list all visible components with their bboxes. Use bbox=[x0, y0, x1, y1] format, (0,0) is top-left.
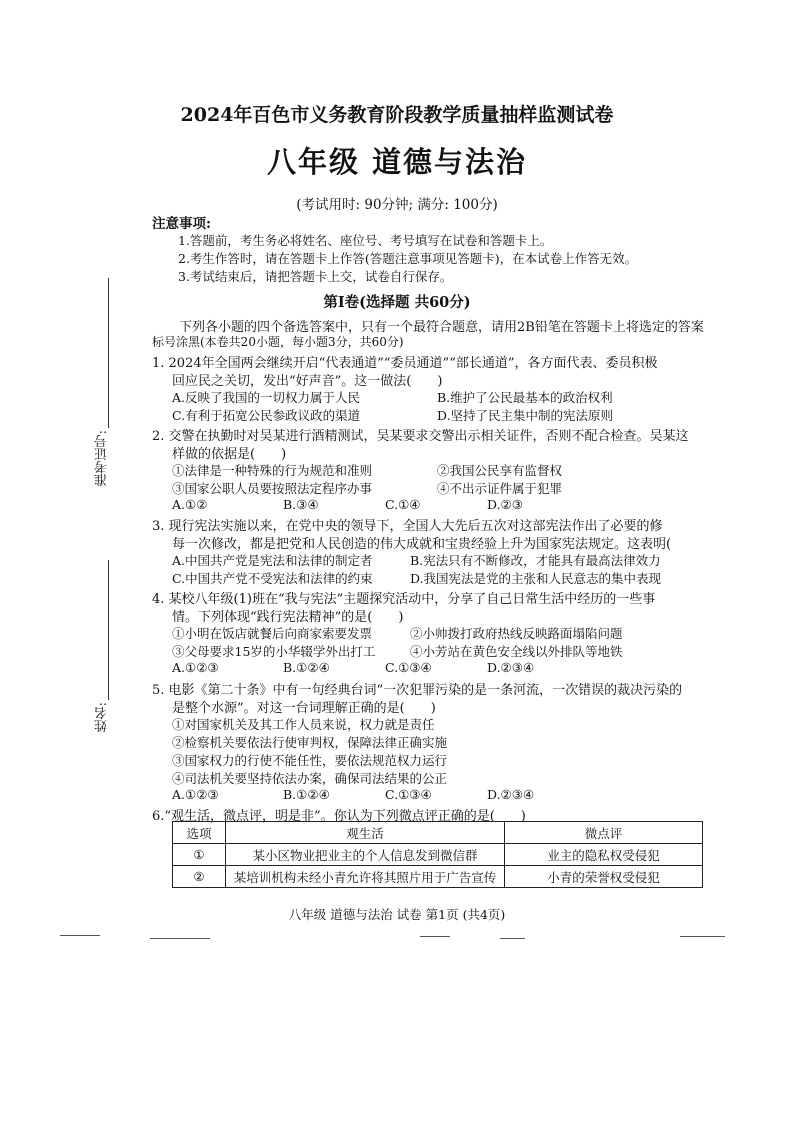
scan-mark bbox=[60, 935, 100, 936]
q2-stem-line2: 样做的依据是( ) bbox=[172, 447, 287, 462]
q2-option-c: C.①④ bbox=[385, 497, 421, 512]
q2-stem-line1: 2. 交警在执勤时对吴某进行酒精测试，吴某要求交警出示相关证件，否则不配合检查。吴某这 bbox=[152, 429, 689, 444]
table-header-cell: 选项 bbox=[173, 822, 226, 844]
table-cell: ① bbox=[173, 844, 226, 866]
q5-statement-1: ①对国家机关及其工作人员来说，权力就是责任 bbox=[172, 717, 435, 732]
q4-option-a: A.①②③ bbox=[172, 660, 219, 675]
notice-item-1: 1.答题前，考生务必将姓名、座位号、考号填写在试卷和答题卡上。 bbox=[178, 233, 553, 248]
q3-option-d: D.我国宪法是党的主张和人民意志的集中表现 bbox=[410, 571, 662, 586]
q3-stem-line2: 每一次修改，都是把党和人民创造的伟大成就和宝贵经验上升为国家宪法规定。这表明( bbox=[172, 537, 672, 552]
q1-option-b: B.维护了公民最基本的政治权利 bbox=[437, 390, 613, 405]
name-line bbox=[108, 560, 109, 700]
q4-option-d: D.②③④ bbox=[487, 660, 535, 675]
q5-statement-2: ②检察机关要依法行使审判权，保障法律正确实施 bbox=[172, 735, 448, 750]
q4-stem-line2: 情。下列体现“践行宪法精神”的是( ) bbox=[172, 610, 404, 625]
scan-mark bbox=[420, 936, 450, 937]
notice-heading: 注意事项: bbox=[152, 216, 211, 232]
subject-title: 八年级 道德与法治 bbox=[266, 145, 528, 179]
q1-option-c: C.有利于拓宽公民参政议政的渠道 bbox=[172, 408, 361, 423]
q5-statement-4: ④司法机关要坚持依法办案，确保司法结果的公正 bbox=[172, 771, 448, 786]
q2-statement-4: ④不出示证件属于犯罪 bbox=[437, 481, 563, 496]
q4-statement-2: ②小帅拨打政府热线反映路面塌陷问题 bbox=[410, 626, 623, 641]
table-row bbox=[173, 844, 703, 866]
q6-stem: 6.“观生活，微点评，明是非”。你认为下列微点评正确的是( ) bbox=[152, 809, 526, 824]
q5-option-b: B.①②④ bbox=[283, 787, 330, 802]
scan-mark bbox=[150, 938, 210, 939]
table-cell: 某小区物业把业主的个人信息发到微信群 bbox=[226, 844, 505, 866]
q3-stem-line1: 3. 现行宪法实施以来，在党中央的领导下，全国人大先后五次对这部宪法作出了必要的修 bbox=[152, 519, 663, 534]
q2-option-b: B.③④ bbox=[283, 497, 319, 512]
q1-stem-line1: 1. 2024年全国两会继续开启“代表通道”“委员通道”“部长通道”，各方面代表、委员积极 bbox=[152, 356, 658, 371]
q5-statement-3: ③国家权力的行使不能任性，要依法规范权力运行 bbox=[172, 753, 448, 768]
q5-option-c: C.①③④ bbox=[385, 787, 432, 802]
table-header-row bbox=[173, 822, 703, 844]
q2-option-d: D.②③ bbox=[487, 497, 523, 512]
q4-option-b: B.①②④ bbox=[283, 660, 330, 675]
exam-info: (考试用时: 90分钟; 满分: 100分) bbox=[296, 197, 498, 213]
scan-mark bbox=[680, 936, 725, 937]
name-label: 姓名: bbox=[95, 702, 110, 733]
part1-intro-line2: 标号涂黑(本卷共20小题，每小题3分，共60分) bbox=[152, 335, 404, 349]
part1-intro-line1: 下列各小题的四个备选答案中，只有一个最符合题意，请用2B铅笔在答题卡上将选定的答案 bbox=[179, 320, 704, 335]
table-header-cell: 微点评 bbox=[505, 822, 703, 844]
page-footer: 八年级 道德与法治 试卷 第1页 (共4页) bbox=[288, 907, 506, 922]
q1-option-a: A.反映了我国的一切权力属于人民 bbox=[172, 390, 361, 405]
table-cell: ② bbox=[173, 866, 226, 888]
exam-title: 2024年百色市义务教育阶段教学质量抽样监测试卷 bbox=[180, 104, 614, 126]
table-cell: 业主的隐私权受侵犯 bbox=[505, 844, 703, 866]
exam-number-label: 准考证号: bbox=[95, 430, 110, 487]
q5-option-d: D.②③④ bbox=[487, 787, 535, 802]
q6-table bbox=[172, 821, 703, 888]
notice-item-3: 3.考试结束后，请把答题卡上交，试卷自行保存。 bbox=[178, 269, 453, 284]
q5-stem-line1: 5. 电影《第二十条》中有一句经典台词“一次犯罪污染的是一条河流，一次错误的裁决污染的 bbox=[152, 683, 683, 698]
q1-option-d: D.坚持了民主集中制的宪法原则 bbox=[437, 408, 614, 423]
q4-statement-3: ③父母要求15岁的小华辍学外出打工 bbox=[172, 644, 376, 659]
table-cell: 某培训机构未经小青允许将其照片用于广告宣传 bbox=[226, 866, 505, 888]
q5-stem-line2: 是整个水源”。对这一台词理解正确的是( ) bbox=[172, 701, 436, 716]
table-header-cell: 观生活 bbox=[226, 822, 505, 844]
q3-option-c: C.中国共产党不受宪法和法律的约束 bbox=[172, 571, 373, 586]
q2-statement-3: ③国家公职人员要按照法定程序办事 bbox=[172, 481, 373, 496]
notice-item-2: 2.考生作答时，请在答题卡上作答(答题注意事项见答题卡)，在本试卷上作答无效。 bbox=[178, 251, 638, 266]
q2-statement-1: ①法律是一种特殊的行为规范和准则 bbox=[172, 463, 373, 478]
q5-option-a: A.①②③ bbox=[172, 787, 219, 802]
table-row bbox=[173, 866, 703, 888]
q4-statement-4: ④小芳站在黄色安全线以外排队等地铁 bbox=[410, 644, 623, 659]
q4-option-c: C.①③④ bbox=[385, 660, 432, 675]
q2-statement-2: ②我国公民享有监督权 bbox=[437, 463, 563, 478]
q4-statement-1: ①小明在饭店就餐后向商家索要发票 bbox=[172, 626, 373, 641]
q2-option-a: A.①② bbox=[172, 497, 208, 512]
q4-stem-line1: 4. 某校八年级(1)班在“我与宪法”主题探究活动中，分享了自己日常生活中经历的一些事 bbox=[152, 592, 656, 607]
part1-heading: 第Ⅰ卷(选择题 共60分) bbox=[323, 294, 471, 311]
table-cell: 小青的荣誉权受侵犯 bbox=[505, 866, 703, 888]
q3-option-b: B.宪法只有不断修改，才能具有最高法律效力 bbox=[410, 553, 661, 568]
scan-mark bbox=[500, 938, 525, 939]
q1-stem-line2: 回应民之关切，发出“好声音”。这一做法( ) bbox=[172, 374, 443, 389]
q3-option-a: A.中国共产党是宪法和法律的制定者 bbox=[172, 553, 373, 568]
